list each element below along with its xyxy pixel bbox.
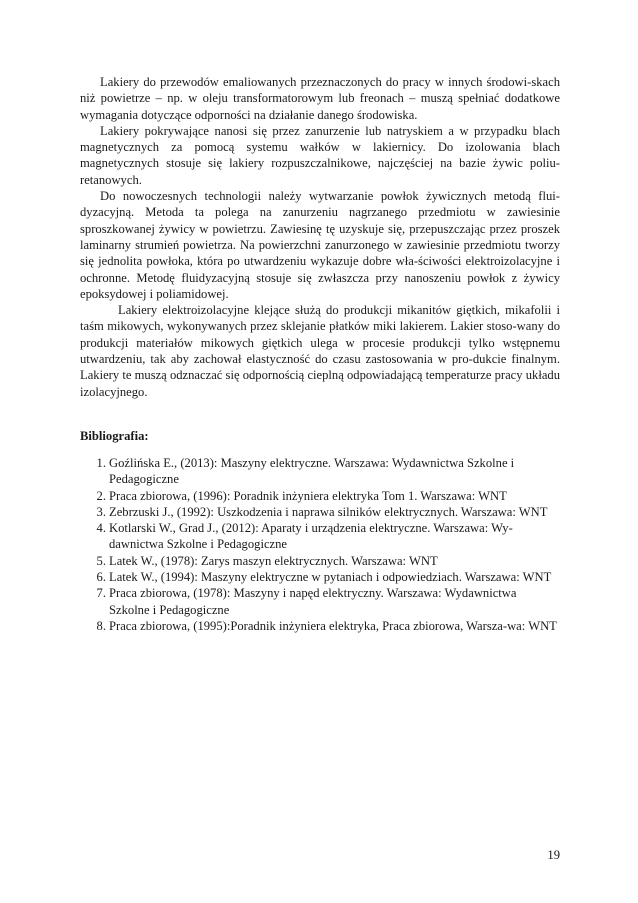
bibliography-item [80, 455, 560, 488]
paragraph-fluidization-method: Do nowoczesnych technologii należy wytwarzanie powłok żywicznych metodą flui-dyzacyjną. Metoda ta polega na zanurzeniu nagrzanego przedmiotu w zawiesinie sproszkowanej żywicy w powietrzu. Zawiesinę tę uzyskuje się, przepuszczając przez proszek laminarny strumień powietrza. Na powierzchni zanurzonego w zawiesinie przedmiotu tworzy się jednolita powłoka, która po utwardzeniu wykazuje dobre wła-ściwości elektroizolacyjne i ochronne. Metodę fluidyzacyjną stosuje się zwłaszcza przy nanoszeniu powłok z żywicy epoksydowej i poliamidowej. [80, 189, 560, 301]
bibliography-item-text: Praca zbiorowa, (1995):Poradnik inżyniera elektryka, Praca zbiorowa, Warsza-wa: WNT [109, 618, 557, 633]
paragraph-coating-lacquers: Lakiery pokrywające nanosi się przez zanurzenie lub natryskiem a w przypadku blach magnetycznych za pomocą systemu wałków w lakiernicy. Do izolowania blach magnetycznych stosuje się lakiery rozpuszczalnikowe, najczęściej na bazie żywic poliu-retanowych. [80, 123, 560, 187]
page-number: 19 [547, 848, 560, 862]
paragraph-enamel-lacquers: Lakiery do przewodów emaliowanych przeznaczonych do pracy w innych środowi-skach niż powietrze – np. w oleju transformatorowym lub freonach – muszą spełniać dodatkowe wymagania dotyczące odporności na działanie danego środowiska. [80, 75, 560, 122]
bibliography-item-number: 7 . [94, 585, 106, 601]
bibliography-item [80, 520, 560, 553]
bibliography-item-text: Zebrzuski J., (1992): Uszkodzenia i naprawa silników elektrycznych. Warszawa: WNT [109, 504, 548, 519]
bibliography-item-text: Latek W., (1994): Maszyny elektryczne w pytaniach i odpowiedziach. Warszawa: WNT [109, 570, 552, 585]
bibliography-item-number: 8 . [94, 618, 106, 634]
bibliography-item-text: Latek W., (1978): Zarys maszyn elektrycznych. Warszawa: WNT [109, 553, 438, 568]
bibliography-item [80, 553, 560, 569]
bibliography-item [80, 618, 560, 634]
bibliography-list [80, 455, 560, 634]
bibliography-item [80, 504, 560, 520]
bibliography-item-text: Kotlarski W., Grad J., (2012): Aparaty i urządzenia elektryczne. Warszawa: Wy-dawnictwa Szkolne i Pedagogiczne [109, 521, 513, 552]
bibliography-item-number: 2 . [94, 488, 106, 504]
bibliography-item-number: 5 . [94, 553, 106, 569]
bibliography-item [80, 585, 560, 618]
bibliography-item-number: 6 . [94, 569, 106, 585]
bibliography-item-number: 1 . [94, 455, 106, 471]
bibliography-heading: Bibliografia: [80, 429, 149, 443]
bibliography-item [80, 569, 560, 585]
bibliography-item-text: Praca zbiorowa, (1978): Maszyny i napęd elektryczny. Warszawa: Wydawnictwa Szkolne i Pedagogiczne [109, 586, 517, 617]
paragraph-adhesive-lacquers: Lakiery elektroizolacyjne klejące służą do produkcji mikanitów giętkich, mikafolii i taśm mikowych, wykonywanych przez sklejanie płatków miki lakierem. Lakier stoso-wany do produkcji materiałów mikowych giętkich ulega w procesie produkcji tylko wstępnemu utwardzeniu, tak aby zachował elastyczność do czasu zastosowania w pro-dukcie finalnym. Lakiery te muszą odznaczać się odpornością cieplną odpowiadającą temperaturze pracy układu izolacyjnego. [80, 303, 560, 399]
document-page [80, 74, 560, 633]
bibliography-item-number: 3 . [94, 504, 106, 520]
bibliography-item [80, 488, 560, 504]
bibliography-item-text: Goźlińska E., (2013): Maszyny elektryczne. Warszawa: Wydawnictwa Szkolne i Pedagogiczne [109, 456, 515, 487]
bibliography-item-number: 4 . [94, 520, 106, 536]
bibliography-item-text: Praca zbiorowa, (1996): Poradnik inżyniera elektryka Tom 1. Warszawa: WNT [109, 488, 507, 503]
